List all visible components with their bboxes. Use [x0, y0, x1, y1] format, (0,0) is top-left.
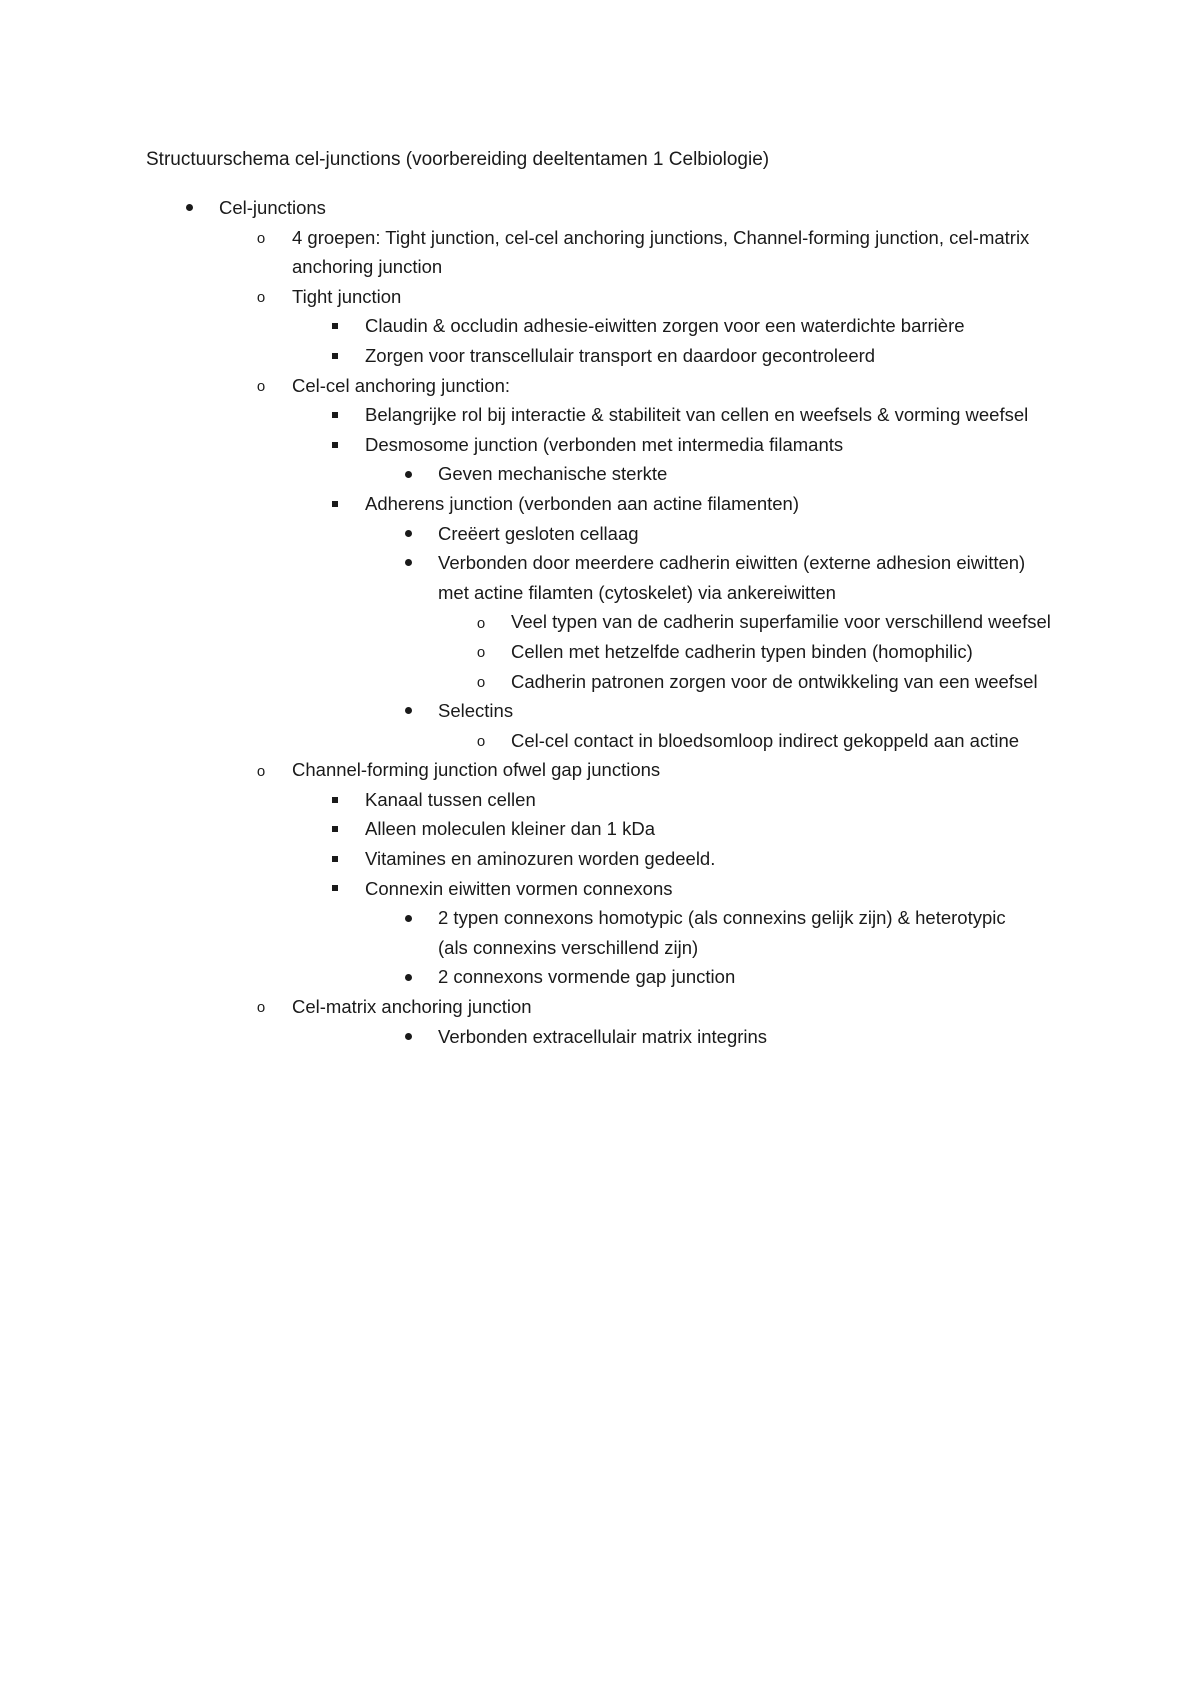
bullet-square-icon: [325, 489, 345, 519]
list-item-text: Vitamines en aminozuren worden gedeeld.: [365, 848, 716, 870]
list-item: [0, 903, 1200, 962]
list-item-text: 2 connexons vormende gap junction: [438, 966, 736, 988]
bullet-circle-icon: o: [256, 377, 266, 395]
list-item: [0, 637, 1200, 667]
bullet-circle-icon: o: [256, 999, 266, 1017]
list-item-text: Kanaal tussen cellen: [365, 788, 536, 810]
list-item-text: Cel-cel anchoring junction:: [292, 374, 511, 396]
list-item-text: Cel-cel contact in bloedsomloop indirect gekoppeld aan actine: [511, 729, 1020, 751]
list-item: [0, 548, 1200, 607]
list-item: [0, 519, 1200, 549]
bullet-circle-icon: o: [256, 229, 266, 247]
bullet-square-icon: [325, 785, 345, 815]
bullet-square-icon: [325, 400, 345, 430]
bullet-square-icon: [325, 430, 345, 460]
list-item-text: 4 groepen: Tight junction, cel-cel anchoring junctions, Channel-forming junction, cel-matrix anchoring junction: [292, 226, 1030, 278]
list-item-text: Geven mechanische sterkte: [438, 463, 668, 485]
bullet-dot-icon: [398, 696, 418, 726]
list-item: [0, 874, 1200, 904]
list-item: [0, 962, 1200, 992]
list-item: [0, 341, 1200, 371]
document-title: Structuurschema cel-junctions (voorbereiding deeltentamen 1 Celbiologie): [146, 149, 770, 170]
list-item: [0, 1022, 1200, 1052]
list-item-text: Creëert gesloten cellaag: [438, 522, 639, 544]
list-item-text: Veel typen van de cadherin superfamilie voor verschillend weefsel: [511, 611, 1051, 633]
list-item: [0, 785, 1200, 815]
list-item: [0, 814, 1200, 844]
bullet-dot-icon: [179, 193, 199, 223]
bullet-circle-icon: o: [256, 762, 266, 780]
list-item: [0, 844, 1200, 874]
list-item-text: Verbonden extracellulair matrix integrins: [438, 1025, 768, 1047]
list-item-text: Verbonden door meerdere cadherin eiwitten (externe adhesion eiwitten) met actine filamten (cytoskelet) via ankereiwitten: [438, 552, 1026, 603]
bullet-circle-icon: o: [476, 644, 486, 662]
bullet-dot-icon: [398, 903, 418, 933]
list-item: [0, 459, 1200, 489]
list-item: [0, 992, 1200, 1022]
list-item: [0, 223, 1200, 282]
bullet-circle-icon: o: [476, 614, 486, 632]
bullet-square-icon: [325, 814, 345, 844]
list-item: [0, 607, 1200, 637]
list-item: [0, 489, 1200, 519]
list-item-text: Selectins: [438, 700, 514, 722]
list-item-text: Desmosome junction (verbonden met intermedia filamants: [365, 433, 844, 455]
list-item: [0, 282, 1200, 312]
list-item-text: Channel-forming junction ofwel gap junctions: [292, 759, 661, 781]
bullet-dot-icon: [398, 1022, 418, 1052]
bullet-dot-icon: [398, 519, 418, 549]
bullet-circle-icon: o: [476, 673, 486, 691]
list-item-text: Connexin eiwitten vormen connexons: [365, 877, 673, 899]
bullet-square-icon: [325, 311, 345, 341]
list-item-text: Claudin & occludin adhesie-eiwitten zorgen voor een waterdichte barrière: [365, 315, 965, 337]
list-item: [0, 371, 1200, 401]
list-item: [0, 755, 1200, 785]
list-item-text: Belangrijke rol bij interactie & stabiliteit van cellen en weefsels & vorming weefsel: [365, 404, 1029, 426]
list-item-text: Cadherin patronen zorgen voor de ontwikkeling van een weefsel: [511, 670, 1038, 692]
bullet-circle-icon: o: [256, 289, 266, 307]
bullet-square-icon: [325, 341, 345, 371]
list-item-text: Cel-junctions: [219, 197, 326, 218]
bullet-square-icon: [325, 844, 345, 874]
list-item-text: Zorgen voor transcellulair transport en daardoor gecontroleerd: [365, 344, 876, 366]
list-item: [0, 696, 1200, 726]
list-item-text: Adherens junction (verbonden aan actine filamenten): [365, 492, 800, 514]
list-item-text: Tight junction: [292, 285, 402, 307]
list-item: [0, 193, 1200, 223]
list-item-text: 2 typen connexons homotypic (als connexins gelijk zijn) & heterotypic (als connexins verschillend zijn): [438, 907, 1006, 958]
bullet-dot-icon: [398, 548, 418, 578]
list-item-text: Cel-matrix anchoring junction: [292, 996, 532, 1018]
list-item: [0, 400, 1200, 430]
outline-list: [0, 193, 1200, 1051]
bullet-square-icon: [325, 874, 345, 904]
list-item: [0, 430, 1200, 460]
list-item: [0, 667, 1200, 697]
list-item: [0, 726, 1200, 756]
list-item-text: Cellen met hetzelfde cadherin typen binden (homophilic): [511, 640, 973, 662]
bullet-dot-icon: [398, 962, 418, 992]
list-item: [0, 311, 1200, 341]
bullet-dot-icon: [398, 459, 418, 489]
list-item-text: Alleen moleculen kleiner dan 1 kDa: [365, 818, 656, 840]
bullet-circle-icon: o: [476, 732, 486, 750]
